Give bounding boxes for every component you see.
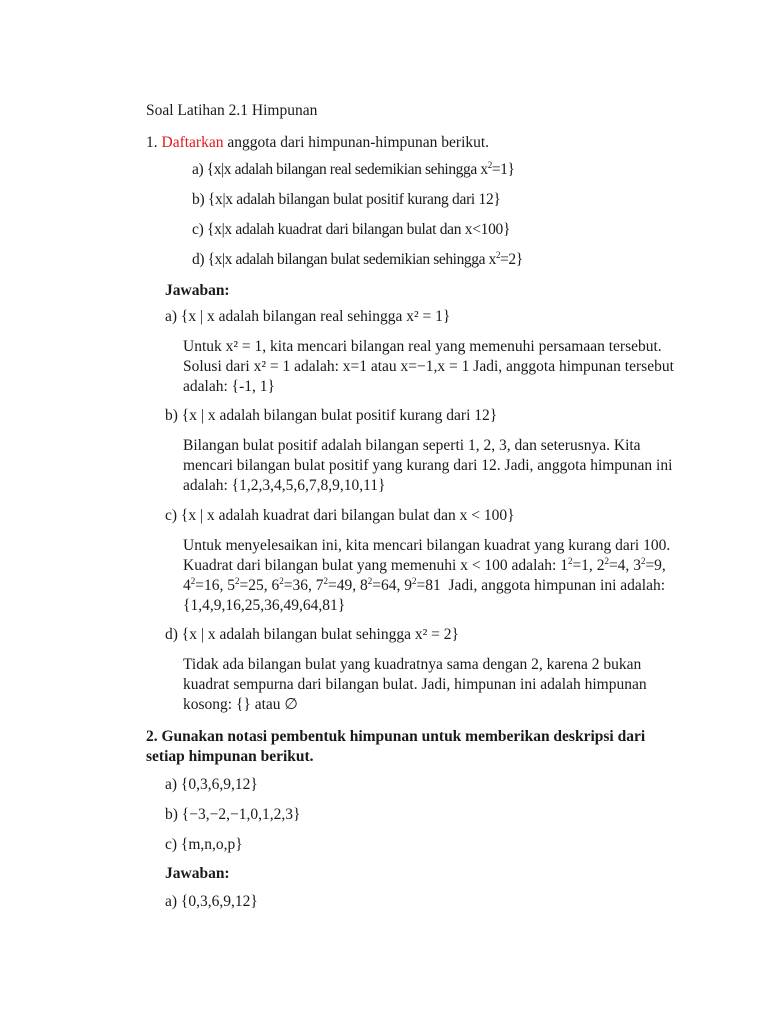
answer-d-line: Tidak ada bilangan bulat yang kuadratnya sama dengan 2, karena 2 bukan (183, 656, 642, 673)
answer-c-line: Untuk menyelesaikan ini, kita mencari bilangan kuadrat yang kurang dari 100. (183, 537, 671, 554)
answer-b-line: mencari bilangan bulat positif yang kurang dari 12. Jadi, anggota himpunan ini (183, 457, 673, 474)
answer-c-heading: c) {x | x adalah kuadrat dari bilangan bulat dan x < 100} (165, 507, 515, 524)
answer-a-line: adalah: {-1, 1} (183, 378, 275, 395)
answer-a-heading: a) {x | x adalah bilangan real sehingga x² = 1} (165, 308, 451, 325)
question-1-item-a: a) {x|x adalah bilangan real sedemikian sehingga $x^2=1$} (192, 160, 515, 178)
question-number: 1. (146, 134, 158, 151)
question-1-item-c: c) {x|x adalah kuadrat dari bilangan bulat dan x<100} (192, 221, 511, 238)
question-2-answer-a: a) {0,3,6,9,12} (165, 893, 258, 910)
question-2-line: 2. Gunakan notasi pembentuk himpunan untuk memberikan deskripsi dari (146, 728, 646, 745)
question-1-item-b: b) {x|x adalah bilangan bulat positif kurang dari 12} (192, 191, 501, 208)
answer-c-line: {1,4,9,16,25,36,49,64,81} (183, 597, 346, 614)
question-2-line: setiap himpunan berikut. (146, 748, 314, 765)
question-2-item-a: a) {0,3,6,9,12} (165, 776, 258, 793)
question-keyword: Daftarkan (161, 134, 224, 151)
question-text: anggota dari himpunan-himpunan berikut. (227, 134, 490, 151)
answer-d-heading: d) {x | x adalah bilangan bulat sehingga x² = 2} (165, 626, 459, 643)
answer-b-heading: b) {x | x adalah bilangan bulat positif kurang dari 12} (165, 407, 498, 424)
question-1 (146, 133, 489, 153)
answer-a-line: Solusi dari x² = 1 adalah: x=1 atau x=−1,x = 1 Jadi, anggota himpunan tersebut (183, 358, 674, 375)
answer-b-line: Bilangan bulat positif adalah bilangan seperti 1, 2, 3, dan seterusnya. Kita (183, 437, 641, 454)
answer-c-line: Kuadrat dari bilangan bulat yang memenuhi x < 100 adalah: $1^2=1$, $2^2=4$, $3^2=9$, (183, 556, 666, 574)
page-title: Soal Latihan 2.1 Himpunan (146, 102, 318, 119)
answer-heading: Jawaban: (165, 282, 230, 299)
question-2-item-c: c) {m,n,o,p} (165, 836, 243, 853)
answer-c-line: $4^2=16$, $5^2=25$, $6^2=36$, $7^2=49$, $8^2=64$, $9^2=81$ Jadi, anggota himpunan ini adalah: (183, 576, 666, 594)
answer-d-line: kuadrat sempurna dari bilangan bulat. Jadi, himpunan ini adalah himpunan (183, 676, 647, 693)
question-2-item-b: b) {−3,−2,−1,0,1,2,3} (165, 806, 301, 823)
question-1-item-d: d) {x|x adalah bilangan bulat sedemikian sehingga $x^2=2$} (192, 250, 523, 268)
answer-d-line: kosong: {} atau ∅ (183, 696, 298, 713)
answer-b-line: adalah: {1,2,3,4,5,6,7,8,9,10,11} (183, 477, 386, 494)
answer-a-line: Untuk x² = 1, kita mencari bilangan real yang memenuhi persamaan tersebut. (183, 338, 662, 355)
answer-heading-2: Jawaban: (165, 865, 230, 882)
